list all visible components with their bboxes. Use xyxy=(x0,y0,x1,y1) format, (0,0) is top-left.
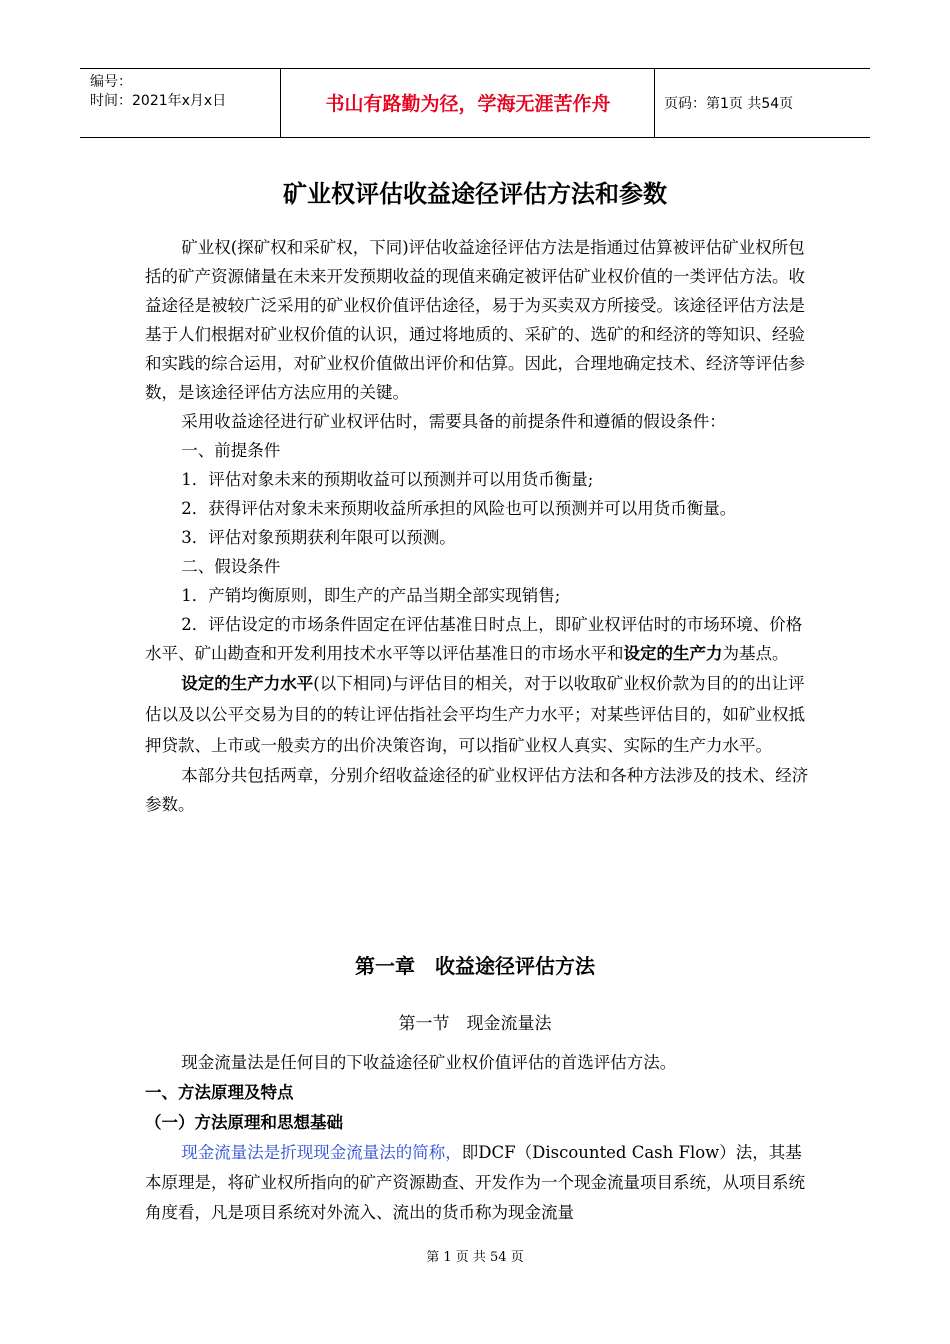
section-heading: 第一节 现金流量法 xyxy=(398,1014,552,1034)
text-span: 2．评估设定的市场条件固定在评估基准日时点上，即矿业权评估时的市场环境、价格水平、矿山勘查和开发利用技术水平等以评估基准日的市场水平和 xyxy=(145,615,803,663)
intro-content xyxy=(145,233,817,819)
number-label: 编号： xyxy=(90,74,132,90)
heading-preconditions: 一、前提条件 xyxy=(181,441,281,460)
header-divider xyxy=(654,69,655,137)
header-divider xyxy=(280,69,281,137)
list-item: 1．评估对象未来的预期收益可以预测并可以用货币衡量; xyxy=(181,470,594,489)
bold-term: 设定的生产力 xyxy=(623,644,723,663)
paragraph xyxy=(145,668,817,761)
time-label: 时间：2021年x月x日 xyxy=(90,93,227,109)
subheading: 一、方法原理及特点 xyxy=(145,1083,294,1102)
header-page-info: 页码：第1页 共54页 xyxy=(664,96,794,112)
text-span: 为基点。 xyxy=(722,644,789,663)
page-footer: 第 1 页 共 54 页 xyxy=(426,1250,524,1265)
section-content xyxy=(145,1048,817,1228)
text-span: 即DCF（Discounted Cash Flow）法，其基本原理是，将矿业权所指向的矿产资源勘查、开发作为一个现金流量项目系统，从项目系统角度看，凡是项目系统对外流入、流出的货币称为现金流量 xyxy=(145,1143,805,1222)
page-header xyxy=(80,68,870,138)
text-span: (以下相同)与评估目的相关，对于以收取矿业权价款为目的的出让评估以及以公平交易为目的的转让评估指社会平均生产力水平；对某些评估目的，如矿业权抵押贷款、上市或一般卖方的出价决策咨询，可以指矿业权人真实、实际的生产力水平。 xyxy=(145,674,805,755)
list-item: 1．产销均衡原则，即生产的产品当期全部实现销售; xyxy=(181,586,561,605)
header-left xyxy=(90,73,226,111)
bold-term: 设定的生产力水平 xyxy=(181,674,314,693)
subheading: （一）方法原理和思想基础 xyxy=(145,1113,343,1132)
list-item: 3．评估对象预期获利年限可以预测。 xyxy=(181,528,456,547)
highlighted-text: 现金流量法是折现现金流量法的简称， xyxy=(181,1143,462,1162)
document-title: 矿业权评估收益途径评估方法和参数 xyxy=(283,180,667,208)
list-item: 2．获得评估对象未来预期收益所承担的风险也可以预测并可以用货币衡量。 xyxy=(181,499,737,518)
chapter-heading: 第一章 收益途径评估方法 xyxy=(355,954,595,978)
header-motto: 书山有路勤为径，学海无涯苦作舟 xyxy=(325,93,611,115)
paragraph: 现金流量法是任何目的下收益途径矿业权价值评估的首选评估方法。 xyxy=(181,1053,677,1072)
list-item xyxy=(145,610,817,668)
paragraph xyxy=(145,1138,817,1228)
paragraph: 本部分共包括两章，分别介绍收益途径的矿业权评估方法和各种方法涉及的技术、经济参数。 xyxy=(145,766,809,814)
heading-assumptions: 二、假设条件 xyxy=(181,557,281,576)
paragraph: 采用收益途径进行矿业权评估时，需要具备的前提条件和遵循的假设条件： xyxy=(181,412,726,431)
paragraph: 矿业权(探矿权和采矿权，下同)评估收益途径评估方法是指通过估算被评估矿业权所包括的矿产资源储量在未来开发预期收益的现值来确定被评估矿业权价值的一类评估方法。收益途径是被较广泛采用的矿业权价值评估途径，易于为买卖双方所接受。该途径评估方法是基于人们根据对矿业权价值的认识，通过将地质的、采矿的、选矿的和经济的等知识、经验和实践的综合运用，对矿业权价值做出评价和估算。因此，合理地确定技术、经济等评估参数，是该途径评估方法应用的关键。 xyxy=(145,238,805,402)
